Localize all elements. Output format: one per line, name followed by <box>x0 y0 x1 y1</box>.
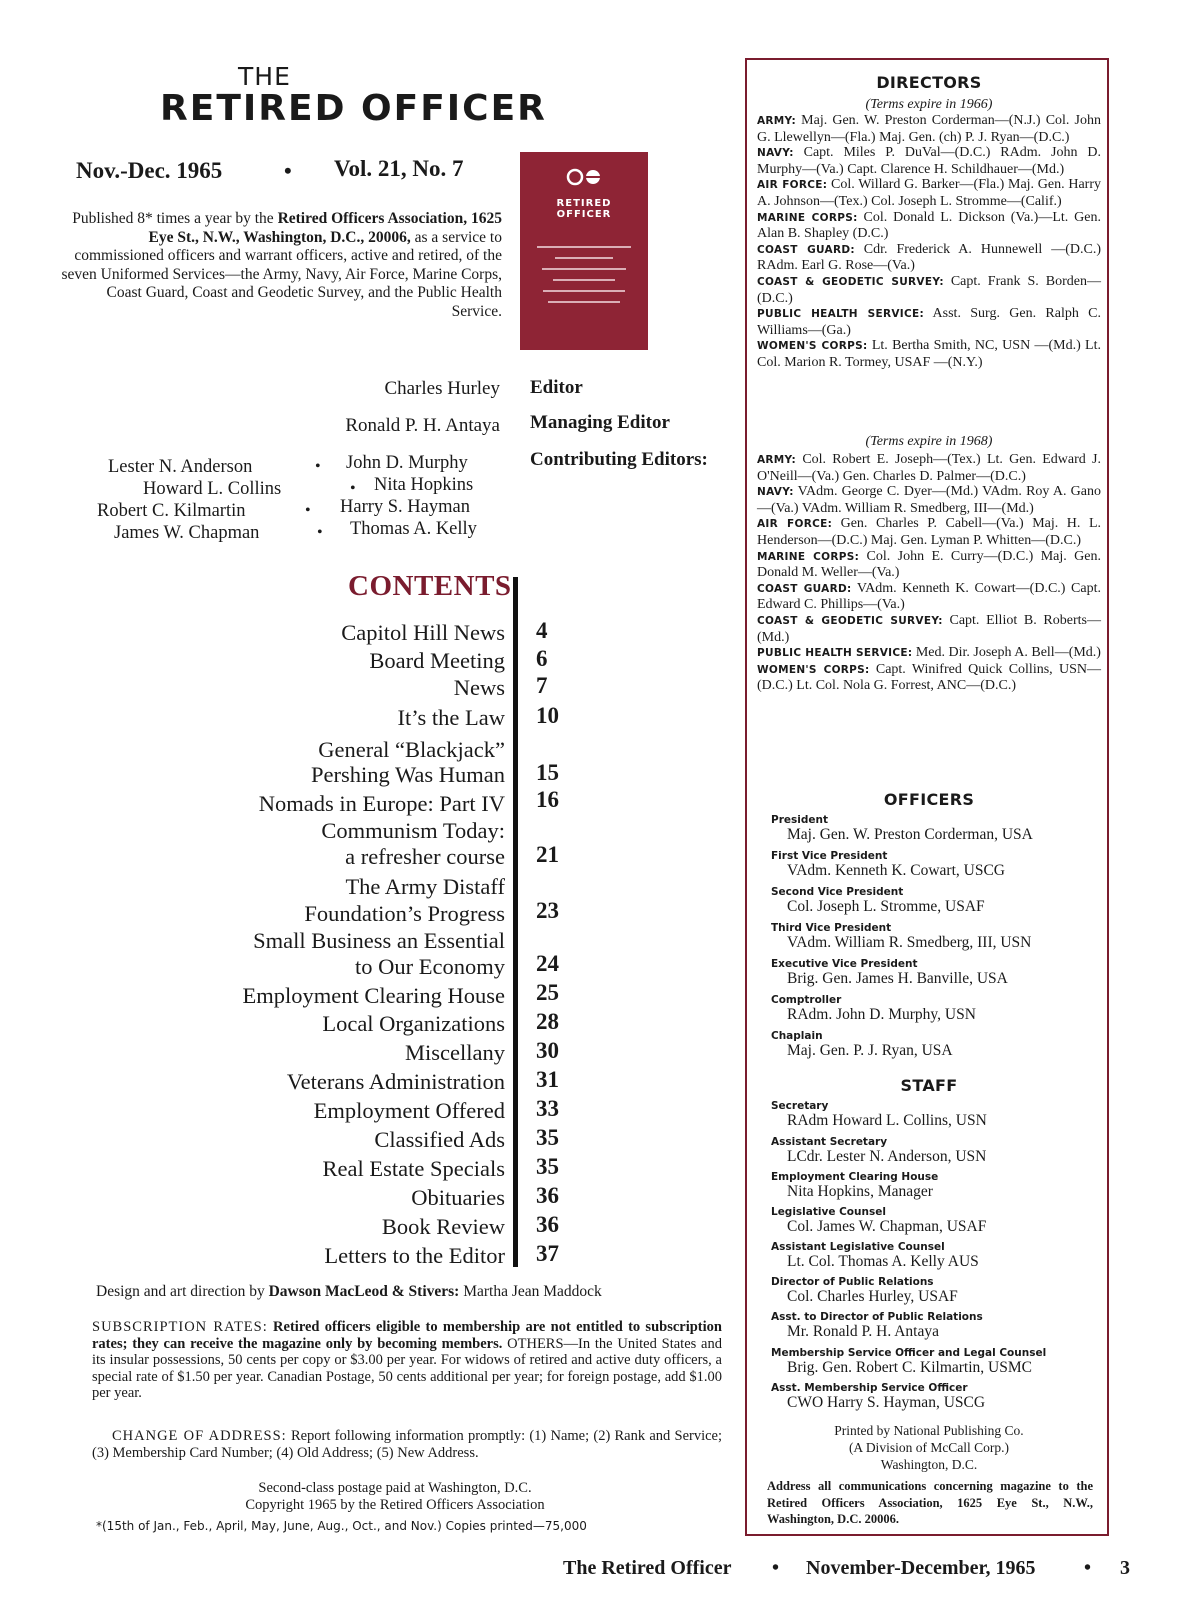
director-entry <box>757 145 1101 177</box>
publication-text-2: Retired Officers Association, 1625 Eye St., N.W., Washington, D.C., 20006, <box>148 210 502 246</box>
director-names: Med. Dir. Joseph A. Bell—(Md.) <box>912 645 1101 661</box>
terms-1968: (Terms expire in 1968) <box>865 434 993 449</box>
contributor-name: Thomas A. Kelly <box>350 519 477 539</box>
change-of-address <box>92 1428 722 1461</box>
print-schedule-footnote: *(15th of Jan., Feb., April, May, June, Aug., Oct., and Nov.) Copies printed—75,000 <box>96 1519 587 1533</box>
contributor-bullet: • <box>315 458 321 475</box>
toc-page: 7 <box>536 673 548 698</box>
director-names: VAdm. George C. Dyer—(Md.) VAdm. Roy A. Gano—(Va.) VAdm. William R. Smedberg, III—(Md.) <box>757 484 1101 516</box>
subscription-others: OTHERS—In the United States and its insular possessions, 50 cents per copy or $3.00 per year. For widows of retired and active duty officers, a special rate of $1.50 per year. Canadian Postage, 50 cents additional per year; for foreign postage, add $1.00 per year. <box>92 1335 722 1401</box>
director-names: Capt. Frank S. Borden—(D.C.) <box>757 273 1101 306</box>
directors-list-1966 <box>757 113 1101 371</box>
director-entry <box>757 549 1101 581</box>
director-names: Col. Willard G. Barker—(Fla.) Maj. Gen. Harry A. Johnson—(Tex.) Col. Joseph L. Stromme—(Calif.) <box>757 177 1101 209</box>
toc-title[interactable]: Board Meeting <box>369 648 505 673</box>
toc-title[interactable]: Book Review <box>381 1214 505 1239</box>
officer-name: Brig. Gen. James H. Banville, USA <box>787 970 1008 987</box>
directors-list-1968 <box>757 452 1101 694</box>
toc-page: 10 <box>536 703 559 728</box>
director-names: Capt. Elliot B. Roberts—(Md.) <box>757 612 1101 645</box>
officer-name: Maj. Gen. W. Preston Corderman, USA <box>787 826 1033 843</box>
footer-date: November-December, 1965 <box>806 1557 1036 1579</box>
director-names: VAdm. Kenneth K. Cowart—(D.C.) Capt. Edward C. Phillips—(Va.) <box>757 580 1101 613</box>
director-entry <box>757 177 1101 209</box>
toc-page: 33 <box>536 1096 559 1121</box>
service-label: MARINE CORPS: <box>757 550 860 563</box>
director-entry <box>757 306 1101 338</box>
staff-name: RAdm Howard L. Collins, USN <box>787 1112 987 1129</box>
director-names: Col. John E. Curry—(D.C.) Maj. Gen. Donald M. Weller—(Va.) <box>757 548 1101 581</box>
contributor-name: Lester N. Anderson <box>108 457 253 477</box>
staff-name: LCdr. Lester N. Anderson, USN <box>787 1148 987 1165</box>
director-names: Cdr. Frederick A. Hunnewell —(D.C.) RAdm. Earl G. Rose—(Va.) <box>757 241 1101 274</box>
staff-name: Col. James W. Chapman, USAF <box>787 1218 987 1235</box>
toc-page: 24 <box>536 951 559 976</box>
publication-statement <box>58 210 502 322</box>
contributor-bullet: • <box>350 480 356 497</box>
contributor-name: John D. Murphy <box>346 453 468 473</box>
toc-title[interactable]: Employment Clearing House <box>242 983 505 1008</box>
staff-role: Asst. Membership Service Officer <box>771 1382 968 1394</box>
service-label: AIR FORCE: <box>757 179 828 192</box>
director-names: Gen. Charles P. Cabell—(Va.) Maj. H. L. Henderson—(D.C.) Maj. Gen. Lyman P. Whitten—(D.C.) <box>757 516 1101 548</box>
subscription-eligibility: Retired officers eligible to membership are not entitled to subscription rates; they can receive the magazine only by becoming members. <box>92 1319 722 1352</box>
officer-role: Third Vice President <box>771 922 892 934</box>
directors-officers-staff-box <box>745 58 1109 1536</box>
director-entry <box>757 338 1101 370</box>
cover-title <box>520 198 648 220</box>
director-names: Maj. Gen. W. Preston Corderman—(N.J.) Col. John G. Llewellyn—(Fla.) Maj. Gen. (ch) P. J. Ryan—(D.C.) <box>757 113 1101 145</box>
contributor-name: Harry S. Hayman <box>340 497 470 517</box>
toc-page: 6 <box>536 646 548 671</box>
toc-title-continued[interactable]: to Our Economy <box>355 954 505 979</box>
contributor-bullet: • <box>317 524 323 541</box>
printer-line-1: Printed by National Publishing Co. <box>834 1423 1024 1438</box>
staff-name: CWO Harry S. Hayman, USCG <box>787 1394 986 1411</box>
toc-page: 36 <box>536 1212 559 1237</box>
officer-role: First Vice President <box>771 850 888 862</box>
toc-title[interactable]: Capitol Hill News <box>341 620 505 645</box>
staff-role: Director of Public Relations <box>771 1276 934 1288</box>
toc-page: 21 <box>536 842 559 867</box>
officer-role: Executive Vice President <box>771 958 918 970</box>
director-entry <box>757 581 1101 613</box>
cover-title-line2: OFFICER <box>556 209 612 220</box>
staff-name: Lt. Col. Thomas A. Kelly AUS <box>787 1253 979 1270</box>
director-entry <box>757 242 1101 274</box>
toc-page: 15 <box>536 760 559 785</box>
director-names: Capt. Miles P. DuVal—(D.C.) RAdm. John D. Murphy—(Va.) Capt. Clarence H. Schildhauer—(Md.) <box>757 145 1101 177</box>
staff-role: Secretary <box>771 1100 829 1112</box>
toc-title-continued[interactable]: Foundation’s Progress <box>304 901 505 926</box>
staff-name: Nita Hopkins, Manager <box>787 1183 933 1200</box>
toc-page: 16 <box>536 787 559 812</box>
toc-title[interactable]: Nomads in Europe: Part IV <box>258 791 505 816</box>
contributor-name: Nita Hopkins <box>374 475 474 495</box>
toc-page: 37 <box>536 1241 559 1266</box>
toc-title-continued[interactable]: Pershing Was Human <box>310 762 505 787</box>
directors-heading: DIRECTORS <box>876 73 982 92</box>
issue-date: Nov.-Dec. 1965 <box>76 158 223 183</box>
service-label: WOMEN'S CORPS: <box>757 340 868 353</box>
editor-name: Charles Hurley <box>384 378 500 399</box>
contributor-name: Robert C. Kilmartin <box>97 501 246 521</box>
toc-title[interactable]: Small Business an Essential <box>253 928 505 953</box>
toc-title[interactable]: It’s the Law <box>397 705 505 730</box>
service-label: WOMEN'S CORPS: <box>757 663 870 676</box>
design-person: Martha Jean Maddock <box>459 1283 602 1300</box>
design-firm: Dawson MacLeod & Stivers: <box>268 1283 460 1300</box>
toc-page: 31 <box>536 1067 559 1092</box>
toc-title[interactable]: Employment Offered <box>313 1098 505 1123</box>
director-entry <box>757 645 1101 662</box>
contributing-editors-role: Contributing Editors: <box>530 449 708 470</box>
director-entry <box>757 210 1101 242</box>
postage-note: Second-class postage paid at Washington, D.C. <box>258 1480 532 1496</box>
toc-title[interactable]: Real Estate Specials <box>322 1156 505 1181</box>
footer-bullet: • <box>1084 1557 1092 1579</box>
issue-volume: Vol. 21, No. 7 <box>334 156 464 181</box>
toc-page: 30 <box>536 1038 559 1063</box>
service-label: COAST GUARD: <box>757 243 855 256</box>
design-credit <box>96 1283 602 1301</box>
staff-role: Assistant Secretary <box>771 1136 888 1148</box>
contents-divider <box>513 577 518 1267</box>
page-number: 3 <box>1120 1557 1130 1579</box>
toc-page: 23 <box>536 898 559 923</box>
toc-title[interactable]: The Army Distaff <box>345 874 505 899</box>
staff-name: Col. Charles Hurley, USAF <box>787 1288 958 1305</box>
cover-thumbnail <box>520 152 648 350</box>
officer-name: RAdm. John D. Murphy, USN <box>787 1006 976 1023</box>
issue-bullet: • <box>284 158 292 183</box>
managing-editor-role: Managing Editor <box>530 412 670 433</box>
director-entry <box>757 113 1101 145</box>
director-entry <box>757 516 1101 548</box>
toc-page: 28 <box>536 1009 559 1034</box>
staff-heading: STAFF <box>900 1076 958 1095</box>
editor-role: Editor <box>530 377 583 398</box>
director-entry <box>757 452 1101 484</box>
staff-role: Assistant Legislative Counsel <box>771 1241 945 1253</box>
toc-title[interactable]: News <box>453 675 505 700</box>
director-names: Asst. Surg. Gen. Ralph C. Williams—(Ga.) <box>757 306 1101 338</box>
publication-text-1: Published 8* times a year by the <box>72 210 278 227</box>
officer-role: Chaplain <box>771 1030 823 1042</box>
printer-line-2: (A Division of McCall Corp.) <box>848 1440 1010 1455</box>
service-label: MARINE CORPS: <box>757 211 858 224</box>
director-names: Col. Robert E. Joseph—(Tex.) Lt. Gen. Edward J. O'Neill—(Va.) Gen. Charles D. Palmer—(D.C.) <box>757 452 1101 484</box>
footer-bullet: • <box>772 1557 780 1579</box>
director-names: Lt. Bertha Smith, NC, USN —(Md.) Lt. Col. Marion R. Tormey, USAF —(N.Y.) <box>757 338 1101 370</box>
contents-heading: CONTENTS <box>348 570 512 602</box>
officer-role: President <box>771 814 828 826</box>
terms-1966: (Terms expire in 1966) <box>865 97 993 112</box>
officer-name: Col. Joseph L. Stromme, USAF <box>787 898 985 915</box>
contributor-bullet: • <box>305 502 311 519</box>
service-label: NAVY: <box>757 486 794 499</box>
officer-role: Second Vice President <box>771 886 904 898</box>
director-names: Capt. Winifred Quick Collins, USN—(D.C.) Lt. Col. Nola G. Forrest, ANC—(D.C.) <box>757 661 1101 694</box>
toc-title[interactable]: Letters to the Editor <box>324 1243 505 1268</box>
change-text: Report following information promptly: (1) Name; (2) Rank and Service; (3) Membership Card Number; (4) Old Address; (5) New Address. <box>92 1428 723 1461</box>
footer-magazine: The Retired Officer <box>563 1557 732 1579</box>
toc-page: 25 <box>536 980 559 1005</box>
officer-name: Maj. Gen. P. J. Ryan, USA <box>787 1042 953 1059</box>
cover-title-line1: RETIRED <box>556 198 612 209</box>
director-entry <box>757 613 1101 645</box>
managing-editor-name: Ronald P. H. Antaya <box>345 415 500 436</box>
subscription-label: SUBSCRIPTION RATES: <box>92 1319 268 1335</box>
toc-page: 4 <box>536 618 548 643</box>
staff-role: Membership Service Officer and Legal Counsel <box>771 1347 1047 1359</box>
toc-title-continued[interactable]: a refresher course <box>345 844 505 869</box>
officer-name: VAdm. Kenneth K. Cowart, USCG <box>787 862 1005 879</box>
director-entry <box>757 484 1101 516</box>
service-label: COAST GUARD: <box>757 582 852 595</box>
toc-title[interactable]: Veterans Administration <box>286 1069 505 1094</box>
toc-title[interactable]: General “Blackjack” <box>318 737 505 762</box>
staff-name: Brig. Gen. Robert C. Kilmartin, USMC <box>787 1359 1032 1376</box>
service-label: ARMY: <box>757 115 797 127</box>
toc-title[interactable]: Classified Ads <box>374 1127 505 1152</box>
staff-name: Mr. Ronald P. H. Antaya <box>787 1323 939 1340</box>
staff-role: Employment Clearing House <box>771 1171 939 1183</box>
subscription-rates <box>92 1319 722 1402</box>
toc-title[interactable]: Obituaries <box>411 1185 505 1210</box>
contributor-name: James W. Chapman <box>114 523 260 543</box>
masthead-title: RETIRED OFFICER <box>160 88 547 129</box>
service-label: AIR FORCE: <box>757 518 833 531</box>
toc-page: 35 <box>536 1125 559 1150</box>
toc-title[interactable]: Miscellany <box>405 1040 505 1065</box>
service-label: COAST & GEODETIC SURVEY: <box>757 614 943 627</box>
director-entry <box>757 662 1101 694</box>
change-label: CHANGE OF ADDRESS: <box>112 1428 287 1444</box>
officer-name: VAdm. William R. Smedberg, III, USN <box>787 934 1032 951</box>
cover-text-lines <box>532 246 636 312</box>
service-label: PUBLIC HEALTH SERVICE: <box>757 308 924 321</box>
service-label: ARMY: <box>757 454 797 466</box>
service-label: NAVY: <box>757 147 794 160</box>
officers-heading: OFFICERS <box>883 790 975 809</box>
publication-text-3: as a service to commissioned officers and warrant officers, active and retired, of the seven Uniformed Services—the Army, Navy, Air Force, Marine Corps, Coast Guard, Coast and Geodetic Survey, and the Public Health Service. <box>61 228 502 320</box>
design-prefix: Design and art direction by <box>96 1283 269 1300</box>
staff-role: Asst. to Director of Public Relations <box>771 1311 983 1323</box>
director-entry <box>757 274 1101 306</box>
logo-icon <box>566 168 604 186</box>
officer-role: Comptroller <box>771 994 842 1006</box>
staff-role: Legislative Counsel <box>771 1206 886 1218</box>
toc-title[interactable]: Local Organizations <box>322 1011 505 1036</box>
toc-title[interactable]: Communism Today: <box>321 818 505 843</box>
copyright-note: Copyright 1965 by the Retired Officers Association <box>245 1497 545 1513</box>
service-label: PUBLIC HEALTH SERVICE: <box>757 647 913 660</box>
mailing-address-note: Address all communications concerning magazine to the Retired Officers Association, 1625 Eye St., N.W., Washington, D.C. 20006. <box>767 1479 1093 1526</box>
masthead-the: THE <box>238 62 291 91</box>
printer-line-3: Washington, D.C. <box>880 1457 978 1472</box>
toc-page: 35 <box>536 1154 559 1179</box>
toc-page: 36 <box>536 1183 559 1208</box>
director-names: Col. Donald L. Dickson (Va.)—Lt. Gen. Alan B. Shapley (D.C.) <box>757 209 1101 242</box>
service-label: COAST & GEODETIC SURVEY: <box>757 275 944 288</box>
contributor-name: Howard L. Collins <box>143 479 282 499</box>
